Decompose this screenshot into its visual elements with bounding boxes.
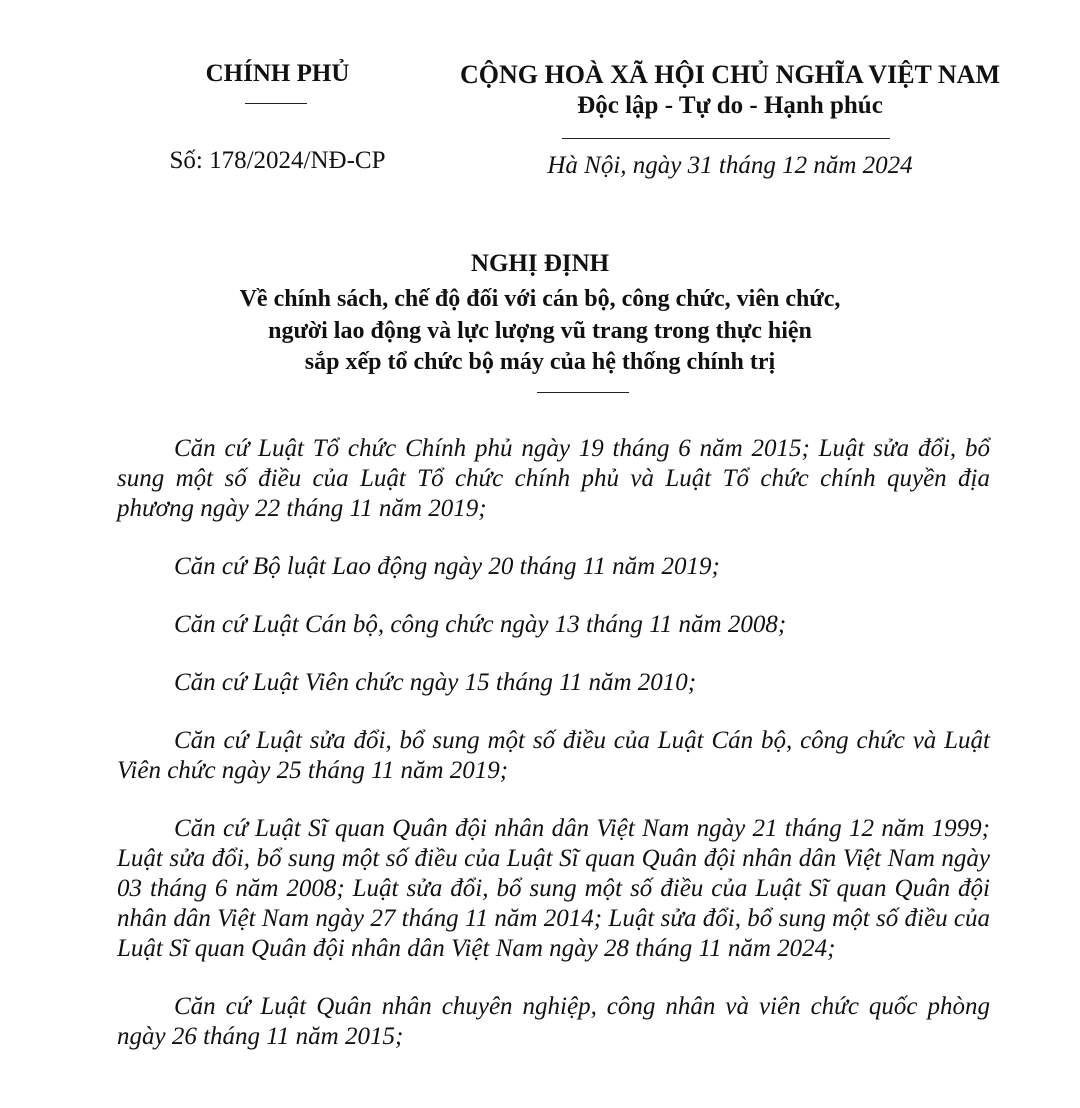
decree-title: NGHỊ ĐỊNH bbox=[470, 250, 610, 277]
preamble-paragraph-4: Căn cứ Luật Viên chức ngày 15 tháng 11 năm 2010; bbox=[174, 669, 697, 696]
decree-subject-line-3: sắp xếp tổ chức bộ máy của hệ thống chính trị bbox=[304, 349, 776, 375]
decree-subject-line-2: người lao động và lực lượng vũ trang trong thực hiện bbox=[268, 318, 812, 344]
organization-underline bbox=[245, 103, 307, 104]
preamble bbox=[117, 434, 990, 1080]
title-underline bbox=[537, 392, 629, 393]
issuing-organization: CHÍNH PHỦ bbox=[205, 60, 350, 87]
preamble-paragraph-5: Căn cứ Luật sửa đổi, bổ sung một số điều của Luật Cán bộ, công chức và Luật Viên chức ngày 25 tháng 11 năm 2019; bbox=[117, 727, 990, 784]
preamble-paragraph-7: Căn cứ Luật Quân nhân chuyên nghiệp, công nhân và viên chức quốc phòng ngày 26 tháng 11 năm 2015; bbox=[117, 993, 990, 1050]
place-and-date: Hà Nội, ngày 31 tháng 12 năm 2024 bbox=[547, 152, 913, 179]
country-name: CỘNG HOÀ XÃ HỘI CHỦ NGHĨA VIỆT NAM bbox=[459, 60, 1001, 89]
preamble-paragraph-6: Căn cứ Luật Sĩ quan Quân đội nhân dân Việt Nam ngày 21 tháng 12 năm 1999; Luật sửa đổi, bổ sung một số điều của Luật Sĩ quan Quân đội nhân dân Việt Nam ngày 03 tháng 6 năm 2008; Luật sửa đổi, bổ sung một số điều của Luật Sĩ quan Quân đội nhân dân Việt Nam ngày 27 tháng 11 năm 2014; Luật sửa đổi, bổ sung một số điều của Luật Sĩ quan Quân đội nhân dân Việt Nam ngày 28 tháng 11 năm 2024; bbox=[117, 815, 990, 962]
document-number: Số: 178/2024/NĐ-CP bbox=[169, 147, 386, 174]
preamble-paragraph-2: Căn cứ Bộ luật Lao động ngày 20 tháng 11 năm 2019; bbox=[174, 553, 720, 580]
decree-subject-line-1: Về chính sách, chế độ đối với cán bộ, công chức, viên chức, bbox=[239, 286, 841, 312]
preamble-paragraph-3: Căn cứ Luật Cán bộ, công chức ngày 13 tháng 11 năm 2008; bbox=[174, 611, 787, 638]
national-motto: Độc lập - Tự do - Hạnh phúc bbox=[577, 92, 883, 119]
motto-underline bbox=[562, 138, 890, 139]
preamble-paragraph-1: Căn cứ Luật Tổ chức Chính phủ ngày 19 tháng 6 năm 2015; Luật sửa đổi, bổ sung một số điều của Luật Tổ chức chính phủ và Luật Tổ chức chính quyền địa phương ngày 22 tháng 11 năm 2019; bbox=[117, 435, 990, 522]
